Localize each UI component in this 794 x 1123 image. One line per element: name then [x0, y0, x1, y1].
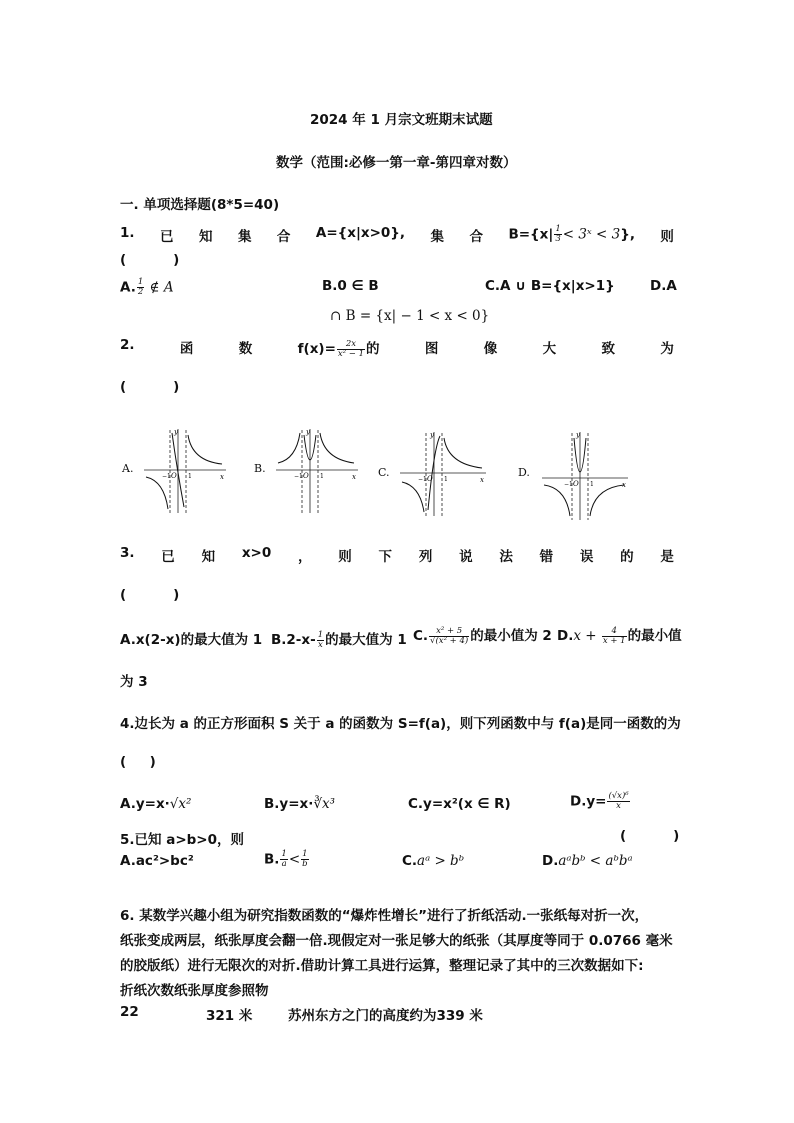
graph-a — [140, 425, 230, 515]
graph-b — [272, 425, 362, 515]
q2-paren: ( ) — [120, 379, 180, 395]
svg-text:O: O — [171, 472, 177, 480]
q4-option-a: A.y=x·√x² — [120, 796, 192, 812]
svg-text:−1: −1 — [162, 473, 171, 480]
q3-paren: ( ) — [120, 587, 180, 603]
svg-text:−1: −1 — [294, 473, 303, 480]
q1-option-a: A. $\frac{1}{2}$ ∉ A — [120, 277, 174, 297]
q6-line-1: 6. 某数学兴趣小组为研究指数函数的“爆炸性增长”进行了折纸活动.一张纸每对折一次， — [120, 908, 649, 924]
q5-option-b: B. $\frac{1}{a}$ < $\frac{1}{b}$ — [264, 849, 308, 869]
q5-option-a: A.ac²>bc² — [120, 853, 194, 869]
svg-text:1: 1 — [590, 481, 594, 488]
svg-text:1: 1 — [320, 473, 324, 480]
svg-text:O: O — [303, 472, 309, 480]
q4-option-d: D.y= $\frac{\text{(√x)⁶}}{x}$ — [570, 791, 629, 811]
q5-option-c: C.aᵃ > bᵇ — [402, 853, 465, 869]
q4-option-b: B.y=x·∛x³ — [264, 796, 336, 812]
q3-option-c: C. $\frac{\text{x² + 5}}{\text{√(x² + 4)}}$ 的最小值为 2 — [413, 625, 552, 646]
q1-stem: 1. 已 知 集 合 A={x|x>0}, 集 合 B={x| $\frac{1}{3}$ < 3ˣ < 3}, 则 — [120, 224, 674, 245]
svg-text:y: y — [174, 428, 178, 436]
svg-text:x: x — [352, 473, 356, 481]
q1-option-d: D.A — [650, 278, 677, 294]
svg-text:1: 1 — [188, 473, 192, 480]
svg-text:O: O — [573, 480, 579, 488]
q3-option-d: D.x + $\frac{4}{x + 1}$ 的最小值 — [557, 625, 682, 646]
q4-stem: 4.边长为 a 的正方形面积 S 关于 a 的函数为 S=f(a)，则下列函数中与 f(a)是同一函数的为 — [120, 716, 681, 732]
graph-b-label: B. — [254, 462, 266, 475]
q4-paren: ( ) — [120, 754, 156, 770]
q4-option-c: C.y=x²(x ∈ R) — [408, 796, 511, 812]
page-subtitle: 数学（范围:必修一第一章-第四章对数） — [276, 155, 517, 171]
graph-c — [396, 428, 492, 518]
svg-text:1: 1 — [444, 476, 448, 483]
graph-c-label: C. — [378, 466, 390, 479]
section-heading: 一. 单项选择题(8*5=40) — [120, 197, 280, 213]
page-title: 2024 年 1 月宗文班期末试题 — [310, 112, 493, 128]
q1-option-d-cont: ∩ B = {x| − 1 < x < 0} — [330, 308, 490, 324]
svg-text:y: y — [306, 428, 310, 436]
q5-paren: ( ) — [620, 828, 680, 844]
q3-option-d-cont: 为 3 — [120, 674, 148, 690]
q3-option-b: B.2-x- $\frac{1}{x}$ 的最大值为 1 — [271, 629, 407, 650]
graph-d-label: D. — [518, 466, 530, 479]
q6-row-count: 22 — [120, 1004, 139, 1020]
svg-text:y: y — [430, 431, 434, 439]
q6-row-reference: 苏州东方之门的高度约为339 米 — [288, 1008, 483, 1024]
svg-text:x: x — [480, 476, 484, 484]
q3-stem: 3. 已 知 x>0 ， 则 下 列 说 法 错 误 的 是 — [120, 545, 674, 565]
q6-table-header: 折纸次数纸张厚度参照物 — [120, 983, 269, 999]
q1-paren: ( ) — [120, 252, 180, 268]
q1-option-b: B.0 ∈ B — [322, 278, 379, 294]
svg-text:y: y — [576, 431, 580, 439]
q3-option-a: A.x(2-x)的最大值为 1 — [120, 632, 263, 648]
q1-option-c: C.A ∪ B={x|x>1} — [485, 278, 615, 294]
svg-text:−1: −1 — [418, 476, 427, 483]
q6-line-3: 的胶版纸）进行无限次的对折.借助计算工具进行运算，整理记录了其中的三次数据如下: — [120, 958, 644, 974]
q6-line-2: 纸张变成两层，纸张厚度会翻一倍.现假定对一张足够大的纸张（其厚度等同于 0.0766 毫米 — [120, 933, 673, 949]
q5-stem: 5.已知 a>b>0，则 — [120, 832, 245, 848]
graph-d — [538, 428, 634, 523]
svg-text:O: O — [427, 475, 433, 483]
graph-a-label: A. — [122, 462, 134, 475]
q5-option-d: D.aᵃbᵇ < aᵇbᵃ — [542, 853, 633, 869]
q2-stem: 2. 函 数 f(x)= $\frac{2x}{\text{x² − 1}}$ 的 图 像 大 致 为 — [120, 337, 674, 359]
svg-text:−1: −1 — [564, 481, 573, 488]
svg-text:x: x — [220, 473, 224, 481]
q6-row-thickness: 321 米 — [206, 1008, 253, 1024]
svg-text:x: x — [622, 481, 626, 489]
